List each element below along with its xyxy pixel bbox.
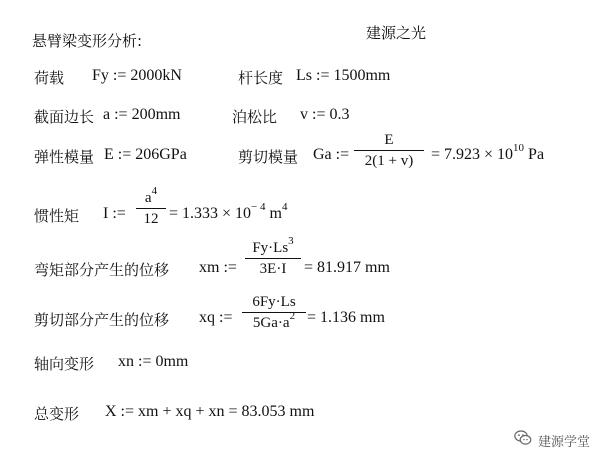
load-expr: Fy := 2000kN <box>92 67 182 84</box>
shear-result: = 1.136 mm <box>307 309 385 326</box>
load-label: 荷载 <box>34 69 65 87</box>
length-label: 杆长度 <box>238 69 284 87</box>
fraction-bar <box>354 150 424 151</box>
length-expr: Ls := 1500mm <box>296 67 391 84</box>
fraction-bar <box>136 208 166 209</box>
shear-modulus-lhs: Ga := <box>313 146 350 163</box>
bending-result: = 81.917 mm <box>304 259 390 276</box>
fraction-bar <box>242 312 306 313</box>
total-expr: X := xm + xq + xn = 83.053 mm <box>105 403 315 420</box>
axial-expr: xn := 0mm <box>118 353 189 370</box>
fraction-numerator: 6Fy·Ls <box>252 294 296 310</box>
inertia-result: = $1.333 \times 10^{- 4}$ $m^4$ <box>169 201 288 222</box>
shear-fraction <box>242 294 306 332</box>
elastic-expr: E := 206GPa <box>104 146 187 163</box>
inertia-fraction <box>136 185 166 228</box>
shear-modulus-fraction <box>354 132 424 170</box>
shear-lhs: xq := <box>199 309 233 326</box>
fraction-denominator: 12 <box>143 211 159 227</box>
poisson-expr: v := 0.3 <box>300 106 350 123</box>
bending-fraction <box>245 235 301 278</box>
watermark-text: 建源学堂 <box>537 434 590 450</box>
poisson-label: 泊松比 <box>232 108 278 126</box>
shear-modulus-result: = $7.923 \times 10^{10}$ Pa <box>431 142 545 163</box>
watermark <box>514 430 590 450</box>
total-label: 总变形 <box>34 405 80 423</box>
bending-lhs: xm := <box>199 259 237 276</box>
bending-label: 弯矩部分产生的位移 <box>34 261 170 279</box>
wechat-icon <box>514 430 532 450</box>
shear-label: 剪切部分产生的位移 <box>34 311 170 329</box>
fraction-denominator: $5Ga\cdot a^2$ <box>252 310 296 331</box>
axial-label: 轴向变形 <box>34 355 95 373</box>
shear-modulus-label: 剪切模量 <box>238 148 299 166</box>
brand-title: 建源之光 <box>366 24 427 42</box>
inertia-label: 惯性矩 <box>34 207 80 225</box>
elastic-label: 弹性模量 <box>34 148 95 166</box>
fraction-numerator: $Fy\cdot Ls^3$ <box>252 235 294 256</box>
heading: 悬臂梁变形分析: <box>32 32 143 50</box>
fraction-bar <box>245 258 301 259</box>
inertia-lhs: I := <box>103 205 126 222</box>
side-label: 截面边长 <box>34 108 95 126</box>
fraction-numerator: E <box>384 132 394 148</box>
fraction-denominator: 3E·I <box>259 261 287 277</box>
side-expr: a := 200mm <box>103 106 181 123</box>
fraction-numerator: $a^4$ <box>144 185 158 206</box>
fraction-denominator: 2(1 + v) <box>364 153 414 169</box>
